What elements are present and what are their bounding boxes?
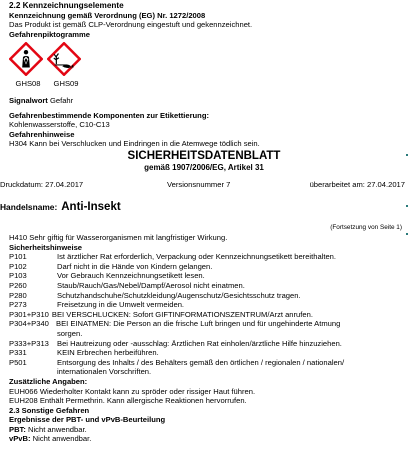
pictograms-heading: Gefahrenpiktogramme [9, 29, 91, 39]
version-number: Versionsnummer 7 [167, 180, 231, 189]
pictogram-labels [9, 79, 404, 89]
statement-text: Darf nicht in die Hände von Kindern gelangen. [57, 261, 213, 271]
document-subtitle: gemäß 1907/2006/EG, Artikel 31 [144, 163, 264, 172]
regulation-heading: Kennzeichnung gemäß Verordnung (EG) Nr. 1272/2008 [9, 10, 206, 20]
hazard-statements-heading: Gefahrenhinweise [9, 129, 75, 139]
statement-row [9, 262, 401, 272]
revision-date: überarbeitet am: 27.04.2017 [309, 180, 405, 189]
safety-section [9, 233, 401, 444]
statement-code: P260 [9, 280, 27, 290]
statement-text: BEI VERSCHLUCKEN: Sofort GIFTINFORMATIONSZENTRUM/Arzt anrufen. [51, 309, 313, 319]
vpvb-label: vPvB: [9, 434, 31, 444]
statement-row [9, 319, 401, 338]
signal-word-line [9, 96, 404, 106]
statement-code: P103 [9, 271, 27, 281]
statement-text: Vor Gebrauch Kennzeichnungsetikett lesen. [57, 271, 205, 281]
signal-word-value: Gefahr [49, 95, 74, 105]
document-meta-row [0, 180, 408, 190]
components-heading: Gefahrenbestimmende Komponenten zur Etikettierung: [9, 110, 209, 120]
pbt-label: PBT: [9, 424, 26, 434]
statement-row [9, 281, 401, 291]
statement-row [9, 252, 401, 262]
euh066-statement: EUH066 Wiederholter Kontakt kann zu spröder oder rissiger Haut führen. [9, 386, 256, 396]
statement-code: P333+P313 [9, 338, 49, 348]
statement-code: P331 [9, 348, 27, 358]
statement-code: P280 [9, 290, 27, 300]
statement-row [9, 291, 401, 301]
statement-text: Freisetzung in die Umwelt vermeiden. [57, 300, 185, 310]
document-title: SICHERHEITSDATENBLATT [127, 150, 281, 162]
trade-name-label: Handelsname: [0, 202, 58, 212]
statement-text: BEI EINATMEN: Die Person an die frische Luft bringen und für ungehinderte Atmung [56, 319, 341, 329]
statement-code: P102 [9, 261, 27, 271]
section-heading-2-2: 2.2 Kennzeichnungselemente [9, 1, 124, 10]
statement-text-continued: internationalen Vorschriften. [57, 367, 152, 377]
euh208-statement: EUH208 Enthält Permethrin. Kann allergische Reaktionen hervorrufen. [9, 396, 247, 406]
health-hazard-icon [9, 42, 43, 76]
trade-name-value: Anti-Insekt [61, 201, 121, 213]
statement-row [9, 310, 401, 320]
statement-row [9, 300, 401, 310]
statement-text: Staub/Rauch/Gas/Nebel/Dampf/Aerosol nicht einatmen. [57, 280, 245, 290]
hazard-h304: H304 Kann bei Verschlucken und Eindringen in die Atemwege tödlich sein. [9, 139, 260, 149]
safety-statements-heading: Sicherheitshinweise [9, 242, 83, 252]
trade-name-line [0, 203, 121, 213]
continued-note: (Fortsetzung von Seite 1) [330, 224, 402, 231]
statement-text-continued: sorgen. [57, 328, 83, 338]
statement-code: P273 [9, 300, 27, 310]
pictogram-row [9, 42, 404, 78]
pbt-assessment-heading: Ergebnisse der PBT- und vPvB-Beurteilung [9, 415, 166, 425]
statement-row [9, 339, 401, 349]
statement-row [9, 358, 401, 377]
section-heading-2-3: 2.3 Sonstige Gefahren [9, 405, 90, 415]
statement-code: P501 [9, 357, 27, 367]
print-date: Druckdatum: 27.04.2017 [0, 180, 84, 189]
pictogram-label-ghs09: GHS09 [53, 79, 79, 89]
statement-text: Ist ärztlicher Rat erforderlich, Verpackung oder Kennzeichnungsetikett bereithalten. [57, 252, 337, 262]
statement-code: P301+P310 [9, 309, 49, 319]
statement-text: Schutzhandschuhe/Schutzkleidung/Augenschutz/Gesichtsschutz tragen. [57, 290, 301, 300]
environment-icon [47, 42, 81, 76]
statement-text: KEIN Erbrechen herbeiführen. [57, 348, 159, 358]
pbt-value: Nicht anwendbar. [28, 424, 87, 434]
labelling-section [9, 1, 404, 149]
statement-row [9, 348, 401, 358]
statement-text: Entsorgung des Inhalts / des Behälters gemäß den örtlichen / regionalen / nationalen/ [57, 357, 345, 367]
statement-code: P304+P340 [9, 319, 49, 329]
components-value: Kohlenwasserstoffe, C10-C13 [9, 120, 110, 130]
signal-word-label: Signalwort [9, 95, 48, 105]
statement-row [9, 271, 401, 281]
pbt-line [9, 425, 401, 435]
clp-note: Das Produkt ist gemäß CLP-Verordnung eingestuft und gekennzeichnet. [9, 20, 253, 30]
vpvb-line [9, 434, 401, 444]
additional-info-heading: Zusätzliche Angaben: [9, 376, 88, 386]
statement-code: P101 [9, 252, 27, 262]
pictogram-label-ghs08: GHS08 [15, 79, 41, 89]
vpvb-value: Nicht anwendbar. [32, 434, 92, 444]
statement-text: Bei Hautreizung oder -ausschlag: Ärztlichen Rat einholen/ärztliche Hilfe hinzuziehen. [57, 338, 342, 348]
hazard-h410: H410 Sehr giftig für Wasserorganismen mit langfristiger Wirkung. [9, 233, 228, 242]
